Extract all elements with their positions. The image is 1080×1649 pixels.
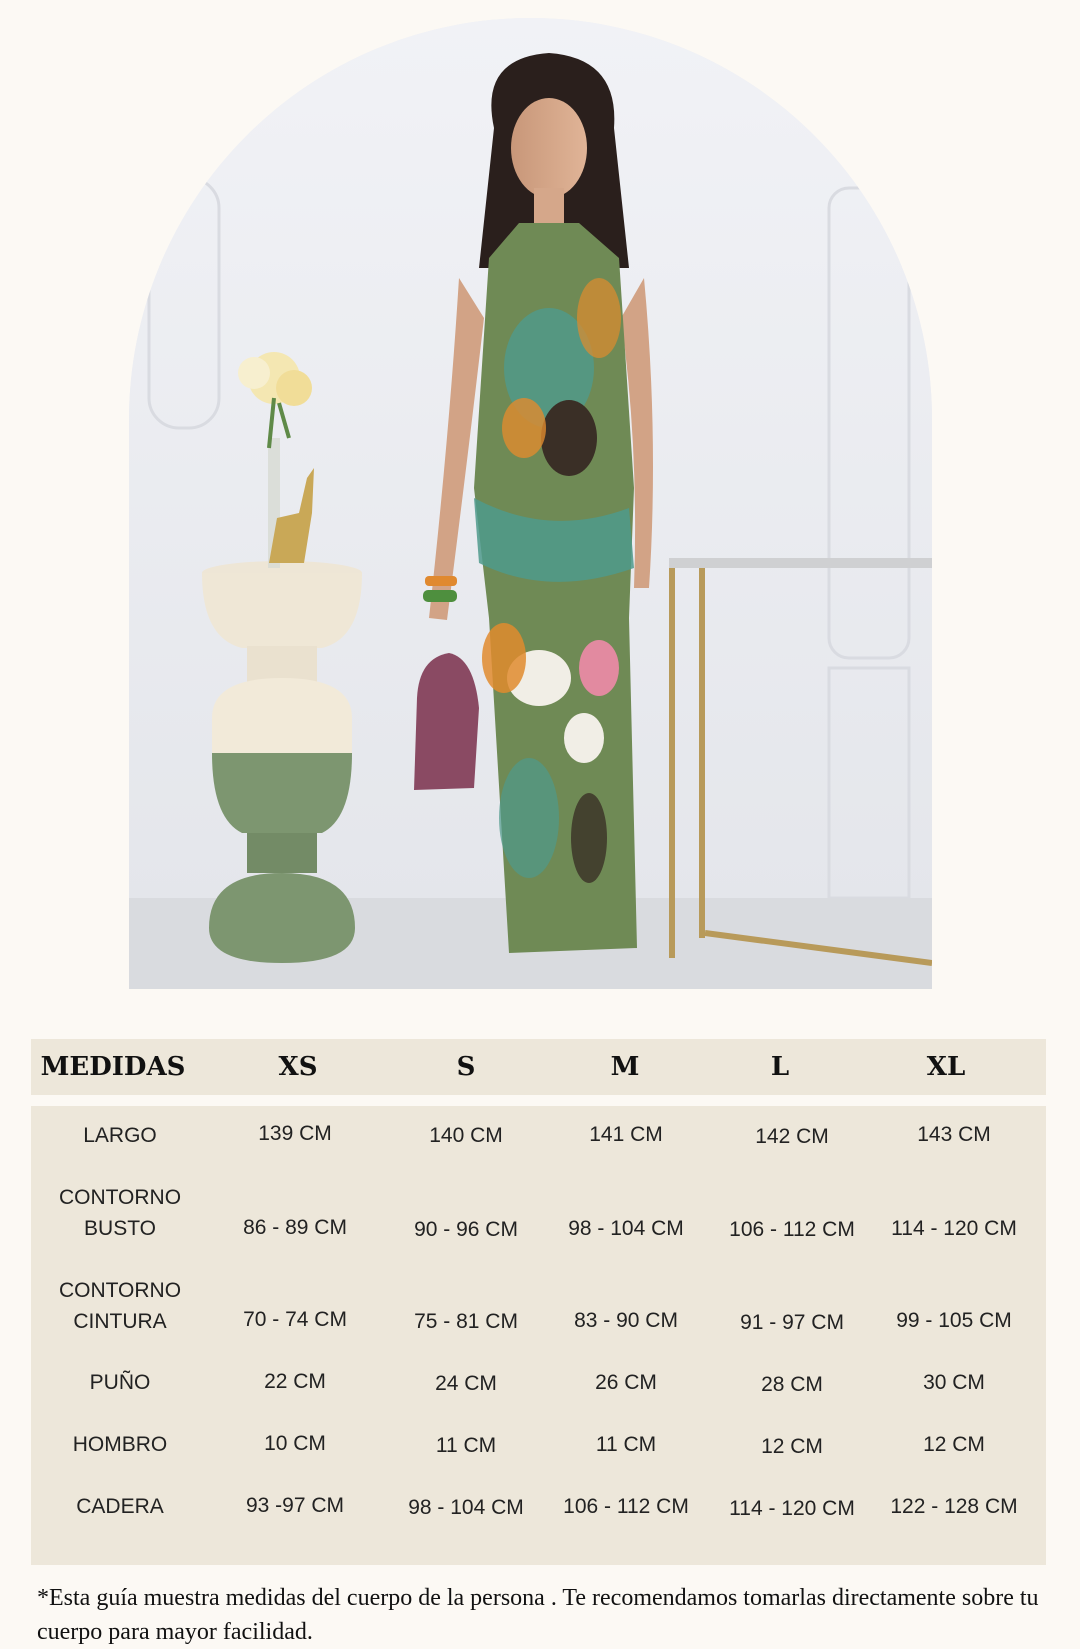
header-medidas: MEDIDAS xyxy=(40,1052,186,1082)
header-size-s: S xyxy=(456,1052,476,1082)
row-label-hombro: HOMBRO xyxy=(72,1433,168,1456)
table-cell: 11 CM xyxy=(435,1434,497,1457)
table-cell: 143 CM xyxy=(917,1123,991,1146)
product-photo xyxy=(129,18,932,989)
table-cell: 70 - 74 CM xyxy=(243,1308,347,1331)
table-cell: 114 - 120 CM xyxy=(729,1497,855,1520)
table-cell: 10 CM xyxy=(264,1432,326,1455)
footnote: *Esta guía muestra medidas del cuerpo de la persona . Te recomendamos tomarlas directamente sobre tu cuerpo para mayor facilidad. xyxy=(37,1585,1039,1645)
table-cell: 141 CM xyxy=(589,1123,663,1146)
table-cell: 106 - 112 CM xyxy=(563,1495,689,1518)
row-label-cadera: CADERA xyxy=(76,1495,164,1518)
table-cell: 30 CM xyxy=(923,1371,985,1394)
table-cell: 12 CM xyxy=(923,1433,985,1456)
table-cell: 114 - 120 CM xyxy=(891,1217,1017,1240)
header-size-xs: XS xyxy=(278,1052,318,1082)
table-cell: 142 CM xyxy=(755,1125,829,1148)
header-size-l: L xyxy=(770,1052,790,1082)
row-label-contorno-cintura: CONTORNO CINTURA xyxy=(58,1279,182,1333)
table-cell: 26 CM xyxy=(595,1371,657,1394)
table-cell: 98 - 104 CM xyxy=(568,1217,684,1240)
table-cell: 122 - 128 CM xyxy=(890,1495,1018,1518)
table-cell: 99 - 105 CM xyxy=(896,1309,1012,1332)
table-cell: 140 CM xyxy=(429,1124,503,1147)
table-cell: 11 CM xyxy=(595,1433,657,1456)
table-cell: 75 - 81 CM xyxy=(414,1310,518,1333)
table-cell: 90 - 96 CM xyxy=(414,1218,518,1241)
header-size-xl: XL xyxy=(926,1052,966,1082)
table-cell: 139 CM xyxy=(258,1122,332,1145)
row-label-largo: LARGO xyxy=(83,1124,157,1147)
table-cell: 98 - 104 CM xyxy=(408,1496,524,1519)
table-cell: 91 - 97 CM xyxy=(740,1311,844,1334)
header-size-m: M xyxy=(610,1052,640,1082)
table-cell: 86 - 89 CM xyxy=(243,1216,347,1239)
table-cell: 93 -97 CM xyxy=(245,1494,345,1517)
table-cell: 12 CM xyxy=(761,1435,823,1458)
table-cell: 24 CM xyxy=(435,1372,497,1395)
table-cell: 106 - 112 CM xyxy=(729,1218,855,1241)
table-cell: 28 CM xyxy=(761,1373,823,1396)
table-cell: 83 - 90 CM xyxy=(574,1309,678,1332)
table-cell: 22 CM xyxy=(264,1370,326,1393)
row-label-contorno-busto: CONTORNO BUSTO xyxy=(58,1186,182,1240)
row-label-puno: PUÑO xyxy=(89,1371,151,1394)
